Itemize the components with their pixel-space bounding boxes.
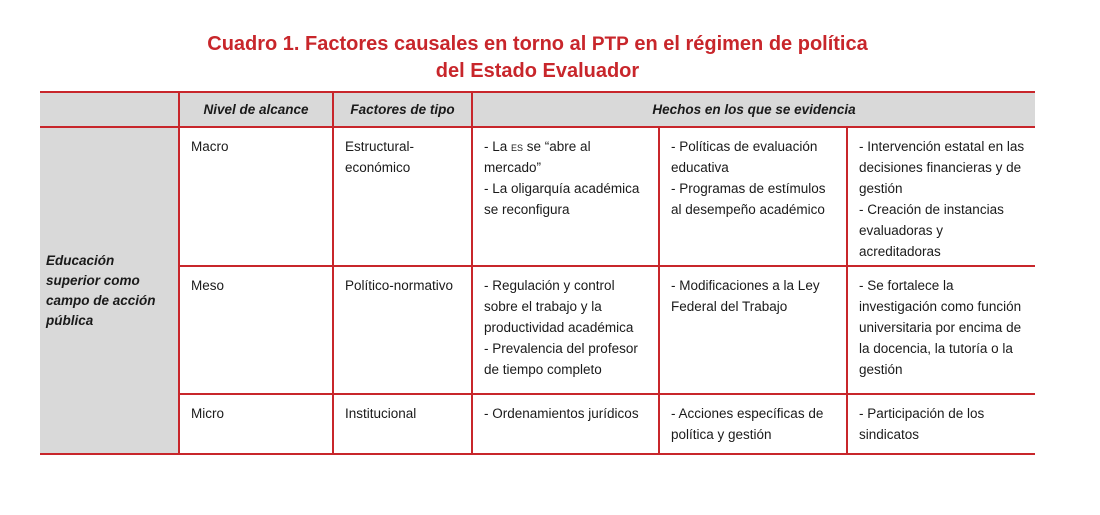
title-line-2: del Estado Evaluador [435, 60, 640, 82]
bullet-item: - Políticas de evaluación educativa [671, 139, 818, 175]
nivel-cell: Macro [179, 127, 333, 266]
bullet-item: - Se fortalece la investigación como función universitaria por encima de la docencia, la tutoría o la gestión [859, 278, 1022, 377]
table-row [40, 394, 1035, 454]
nivel-cell: Micro [179, 394, 333, 454]
bullet-item: - Acciones específicas de política y gestión [671, 406, 824, 442]
hechos-cell [472, 394, 659, 454]
header-row [40, 92, 1035, 127]
hechos-cell [659, 266, 847, 394]
causal-factors-table [40, 91, 1035, 455]
bullet-item: - Modificaciones a la Ley Federal del Trabajo [671, 278, 820, 314]
bullet-item: - Ordenamientos jurídicos [484, 406, 639, 421]
bullet-item: - Programas de estímulos al desempeño académico [671, 181, 826, 217]
table-row [40, 266, 1035, 394]
hechos-cell [847, 394, 1035, 454]
title-acronym: PTP [591, 34, 629, 55]
bullet-item: - Regulación y control sobre el trabajo y la productividad académica [484, 278, 634, 335]
bullet-item: - La oligarquía académica se reconfigura [484, 181, 640, 217]
hechos-cell [847, 266, 1035, 394]
header-blank [40, 92, 179, 127]
hechos-cell [659, 127, 847, 266]
hechos-cell [847, 127, 1035, 266]
header-hechos: Hechos en los que se evidencia [472, 92, 1035, 127]
header-nivel: Nivel de alcance [179, 92, 333, 127]
nivel-cell: Meso [179, 266, 333, 394]
factor-cell: Político-normativo [333, 266, 472, 394]
hechos-cell [472, 266, 659, 394]
hechos-cell [659, 394, 847, 454]
bullet-item: - La es se “abre al mercado” [484, 139, 591, 175]
bullet-item: - Participación de los sindicatos [859, 406, 985, 442]
hechos-cell [472, 127, 659, 266]
table-title [0, 31, 1075, 84]
factor-cell: Estructural-económico [333, 127, 472, 266]
title-line-1: Cuadro 1. Factores causales en torno al PTP en el régimen de política [207, 33, 868, 55]
bullet-item: - Creación de instancias evaluadoras y acreditadoras [859, 202, 1004, 259]
factor-cell: Institucional [333, 394, 472, 454]
table-row [40, 127, 1035, 266]
bullet-item: - Prevalencia del profesor de tiempo completo [484, 341, 638, 377]
bullet-item: - Intervención estatal en las decisiones financieras y de gestión [859, 139, 1025, 196]
row-group-label: Educación superior como campo de acción pública [40, 127, 179, 454]
header-factores: Factores de tipo [333, 92, 472, 127]
